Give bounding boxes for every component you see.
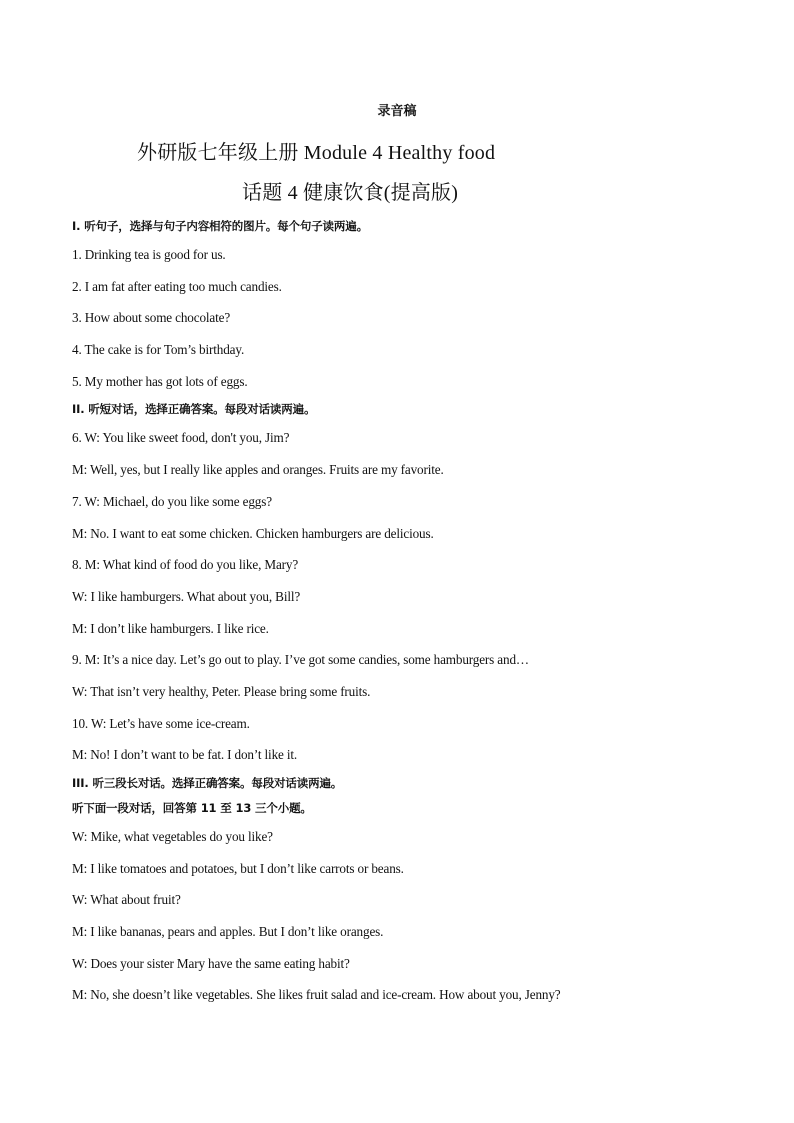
transcript-line: 9. M: It’s a nice day. Let’s go out to play. I’ve got some candies, some hamburgers and… xyxy=(72,652,529,668)
transcript-line: 4. The cake is for Tom’s birthday. xyxy=(72,342,245,358)
transcript-line: 7. W: Michael, do you like some eggs? xyxy=(72,493,272,509)
transcript-line: M: I don’t like hamburgers. I like rice. xyxy=(72,620,269,636)
transcript-line: 6. W: You like sweet food, don't you, Jim? xyxy=(72,430,290,446)
transcript-line: M: No. I want to eat some chicken. Chicken hamburgers are delicious. xyxy=(72,525,434,541)
document-title: 外研版七年级上册 Module 4 Healthy food xyxy=(137,142,496,164)
transcript-line: 10. W: Let’s have some ice-cream. xyxy=(72,715,250,731)
section-heading: III. 听三段长对话。选择正确答案。每段对话读两遍。 xyxy=(72,776,343,790)
transcript-line: W: Does your sister Mary have the same eating habit? xyxy=(72,955,350,971)
transcript-line: W: What about fruit? xyxy=(72,892,181,908)
transcript-line: M: Well, yes, but I really like apples and oranges. Fruits are my favorite. xyxy=(72,462,444,478)
document-label: 录音稿 xyxy=(377,104,417,119)
section-heading: II. 听短对话，选择正确答案。每段对话读两遍。 xyxy=(72,402,316,417)
transcript-line: M: I like tomatoes and potatoes, but I don’t like carrots or beans. xyxy=(72,860,404,876)
transcript-line: 5. My mother has got lots of eggs. xyxy=(72,373,248,389)
transcript-line: 1. Drinking tea is good for us. xyxy=(72,247,226,262)
transcript-line: M: No! I don’t want to be fat. I don’t like it. xyxy=(72,747,298,763)
transcript-body xyxy=(72,214,732,1011)
transcript-line: M: No, she doesn’t like vegetables. She likes fruit salad and ice-cream. How about you, Jenny? xyxy=(72,987,561,1003)
transcript-line: W: Mike, what vegetables do you like? xyxy=(72,829,273,844)
transcript-line: M: I like bananas, pears and apples. But I don’t like oranges. xyxy=(72,924,384,940)
transcript-line: 8. M: What kind of food do you like, Mary? xyxy=(72,557,299,573)
section-heading: 听下面一段对话，回答第 11 至 13 三个小题。 xyxy=(72,801,312,815)
transcript-line: 3. How about some chocolate? xyxy=(72,310,231,326)
transcript-line: 2. I am fat after eating too much candies. xyxy=(72,278,282,294)
transcript-line: W: That isn’t very healthy, Peter. Please bring some fruits. xyxy=(72,683,371,699)
document-subtitle: 话题 4 健康饮食(提高版) xyxy=(242,182,459,204)
transcript-line: W: I like hamburgers. What about you, Bill? xyxy=(72,588,301,604)
section-heading: Ⅰ. 听句子，选择与句子内容相符的图片。每个句子读两遍。 xyxy=(72,219,368,233)
